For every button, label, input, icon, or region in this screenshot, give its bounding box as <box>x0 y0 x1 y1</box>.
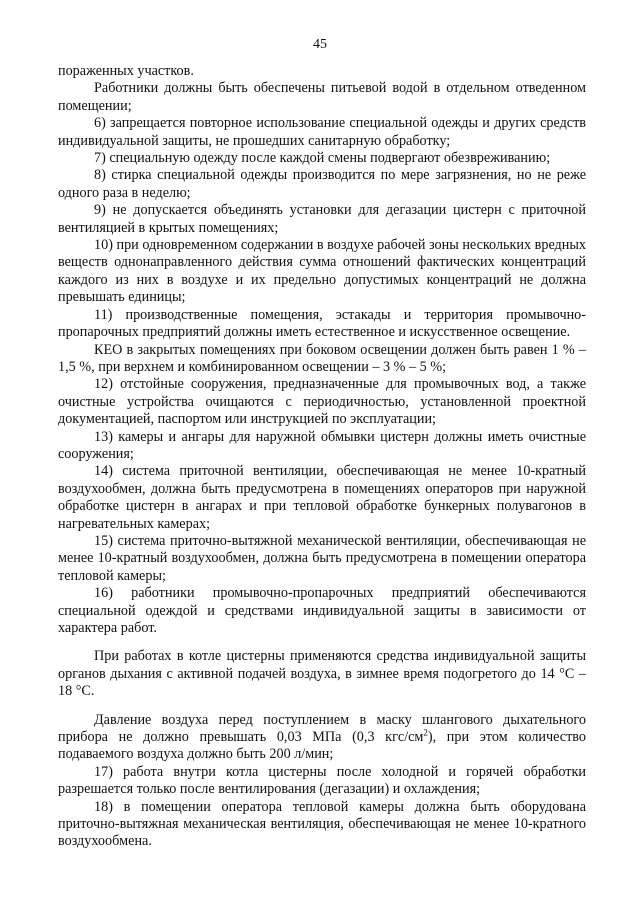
paragraph-item-9: 9) не допускается объединять установки для дегазации цистерн с приточной вентиляцией в крытых помещениях; <box>58 202 586 236</box>
paragraph-item-11: 11) производственные помещения, эстакады и территория промывочно-пропарочных предприятий должны иметь естественное и искусственное освещение. <box>58 306 586 341</box>
paragraph-item-18: 18) в помещении оператора тепловой камеры должна быть оборудована приточно-вытяжная механическая вентиляция, обеспечивающая не менее 10-кратного воздухообмена. <box>58 798 586 850</box>
paragraph-item-13: 13) камеры и ангары для наружной обмывки цистерн должны иметь очистные сооружения; <box>58 428 586 462</box>
paragraph-item-17: 17) работа внутри котла цистерны после холодной и горячей обработки разрешается только после вентилирования (дегазации) и охлаждения; <box>58 763 586 798</box>
paragraph-item-12: 12) отстойные сооружения, предназначенные для промывочных вод, а также очистные устройства очищаются с периодичностью, установленной проектной документацией, паспортом или инструкцией по эксплуатации; <box>58 376 586 428</box>
paragraph-item-6: 6) запрещается повторное использование специальной одежды и других средств индивидуальной защиты, не прошедших санитарную обработку; <box>58 115 586 149</box>
paragraph-item-8: 8) стирка специальной одежды производится по мере загрязнения, но не реже одного раза в неделю; <box>58 167 586 201</box>
air-pressure-text-end: ), при этом количество подаваемого воздуха должно быть 200 л/мин; <box>58 729 586 763</box>
paragraph-keo: КЕО в закрытых помещениях при боковом освещении должен быть равен 1 % – 1,5 %, при верхнем и комбинированном освещении – 3 % – 5 %; <box>58 341 586 375</box>
paragraph-item-14: 14) система приточной вентиляции, обеспечивающая не менее 10-кратный воздухообмен, должна быть предусмотрена в помещениях операторов при наружной обработке цистерн в ангарах и при тепловой обработке бункерных полувагонов в нагревательных камерах; <box>58 463 586 532</box>
paragraph-item-10: 10) при одновременном содержании в воздухе рабочей зоны нескольких вредных веществ однонаправленного действия сумма отношений фактических концентраций каждого из них в воздухе и их предельно допустимых концентраций не должна превышать единицы; <box>58 237 586 306</box>
air-pressure-text-start: Давление воздуха перед поступлением в маску шлангового дыхательного прибора не должно превышать 0,03 МПа (0,3 кгс/см <box>58 711 586 746</box>
paragraph-drinking-water: Работники должны быть обеспечены питьевой водой в отдельном отведенном помещении; <box>58 80 586 114</box>
paragraph-respiratory-protection: При работах в котле цистерны применяются средства индивидуальной защиты органов дыхания с активной подачей воздуха, в зимнее время подогретого до 14 °C – 18 °C. <box>58 648 586 700</box>
paragraph-item-15: 15) система приточно-вытяжной механической вентиляции, обеспечивающая не менее 10-кратный воздухообмен, должна быть предусмотрена в помещении оператора тепловой камеры; <box>58 532 586 584</box>
paragraph-item-16: 16) работники промывочно-пропарочных предприятий обеспечиваются специальной одеждой и средствами индивидуальной защиты в зависимости от характера работ. <box>58 585 586 636</box>
paragraph-item-7: 7) специальную одежду после каждой смены подвергают обезвреживанию; <box>94 150 551 167</box>
page-number: 45 <box>313 37 327 52</box>
superscript-two: 2 <box>423 727 428 738</box>
paragraph-air-pressure <box>58 712 586 764</box>
paragraph-continuation: пораженных участков. <box>58 63 194 79</box>
body-text <box>58 63 586 851</box>
